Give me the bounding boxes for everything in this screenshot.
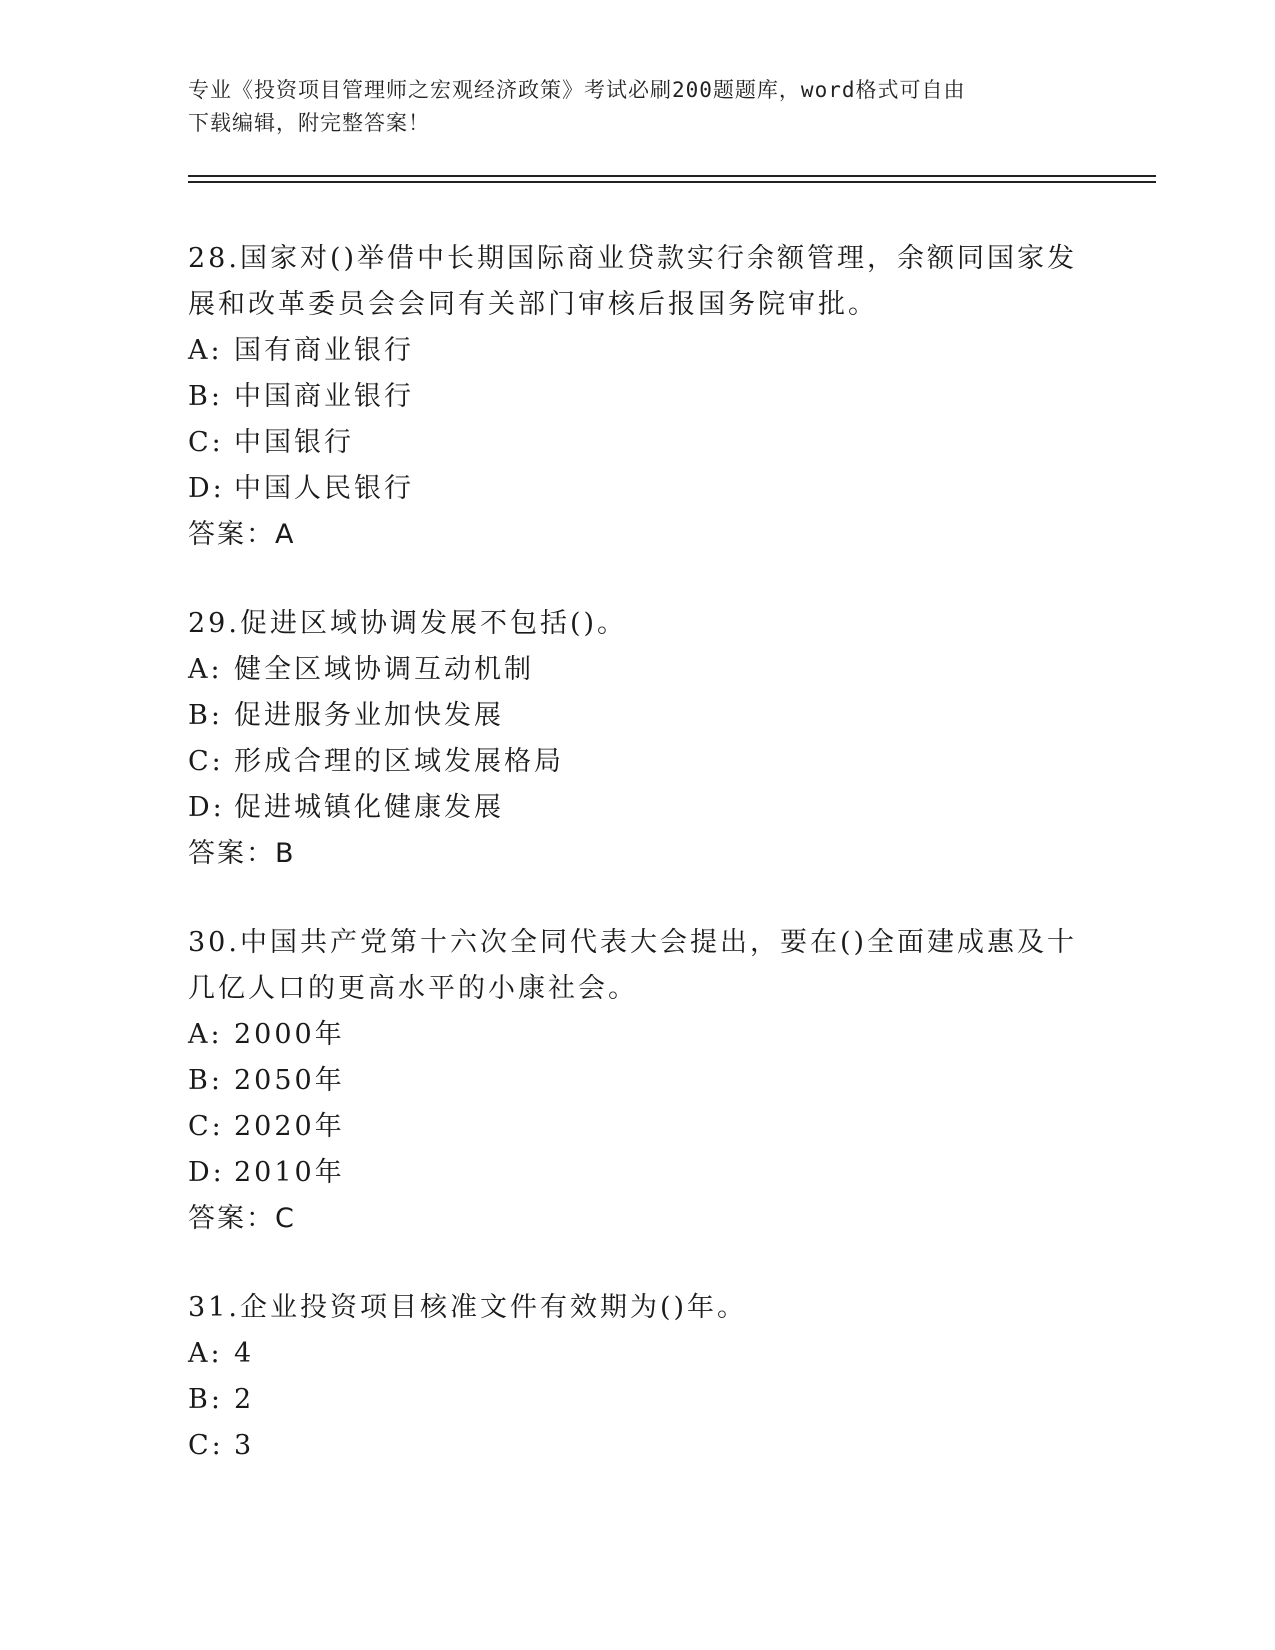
option-c (188, 1423, 1088, 1469)
option-c (188, 1104, 1088, 1150)
question-list (188, 236, 1088, 1512)
option-b (188, 693, 1088, 739)
answer-line: 答案：B (188, 838, 296, 869)
option-label: A: (188, 1019, 223, 1050)
answer-line: 答案：A (188, 519, 296, 550)
option-label: C: (188, 427, 224, 458)
option-text: 健全区域协调互动机制 (234, 654, 534, 685)
question-text: 29.促进区域协调发展不包括()。 (188, 608, 628, 639)
option-c (188, 420, 1088, 466)
question-text: 28.国家对()举借中长期国际商业贷款实行余额管理，余额同国家发展和改革委员会会同有关部门审核后报国务院审批。 (188, 243, 1078, 320)
option-label: B: (188, 1065, 223, 1096)
option-text: 2010年 (234, 1157, 345, 1188)
question-29 (188, 601, 1088, 877)
header-line-1: 专业《投资项目管理师之宏观经济政策》考试必刷200题题库，word格式可自由 (188, 78, 966, 102)
question-text: 30.中国共产党第十六次全同代表大会提出，要在()全面建成惠及十几亿人口的更高水平的小康社会。 (188, 927, 1078, 1004)
option-label: B: (188, 381, 223, 412)
option-text: 中国银行 (234, 427, 354, 458)
option-label: C: (188, 1430, 224, 1461)
option-d (188, 466, 1088, 512)
option-label: D: (188, 792, 225, 823)
option-text: 形成合理的区域发展格局 (234, 746, 564, 777)
option-b (188, 374, 1088, 420)
header-divider-bottom (188, 181, 1156, 183)
option-label: A: (188, 654, 223, 685)
option-label: A: (188, 335, 223, 366)
option-d (188, 785, 1088, 831)
option-b (188, 1377, 1088, 1423)
question-30 (188, 920, 1088, 1242)
answer-line: 答案：C (188, 1203, 296, 1234)
option-d (188, 1150, 1088, 1196)
option-text: 2000年 (234, 1019, 345, 1050)
option-label: A: (188, 1338, 223, 1369)
option-text: 4 (234, 1338, 255, 1369)
option-text: 2050年 (234, 1065, 345, 1096)
question-31 (188, 1285, 1088, 1469)
option-label: B: (188, 1384, 223, 1415)
option-b (188, 1058, 1088, 1104)
option-text: 2020年 (234, 1111, 345, 1142)
option-a (188, 647, 1088, 693)
option-text: 促进服务业加快发展 (234, 700, 504, 731)
option-a (188, 1012, 1088, 1058)
option-text: 中国人民银行 (234, 473, 414, 504)
option-a (188, 1331, 1088, 1377)
option-label: D: (188, 1157, 225, 1188)
option-label: C: (188, 1111, 224, 1142)
question-28 (188, 236, 1088, 558)
header-divider-top (188, 175, 1156, 177)
option-label: D: (188, 473, 225, 504)
option-text: 促进城镇化健康发展 (234, 792, 504, 823)
option-label: C: (188, 746, 224, 777)
option-text: 3 (234, 1430, 255, 1461)
option-text: 中国商业银行 (234, 381, 414, 412)
option-label: B: (188, 700, 223, 731)
question-text: 31.企业投资项目核准文件有效期为()年。 (188, 1292, 748, 1323)
header-line-2: 下载编辑，附完整答案！ (188, 111, 430, 135)
option-text: 2 (234, 1384, 255, 1415)
option-c (188, 739, 1088, 785)
option-a (188, 328, 1088, 374)
option-text: 国有商业银行 (234, 335, 414, 366)
document-header (188, 74, 1068, 140)
